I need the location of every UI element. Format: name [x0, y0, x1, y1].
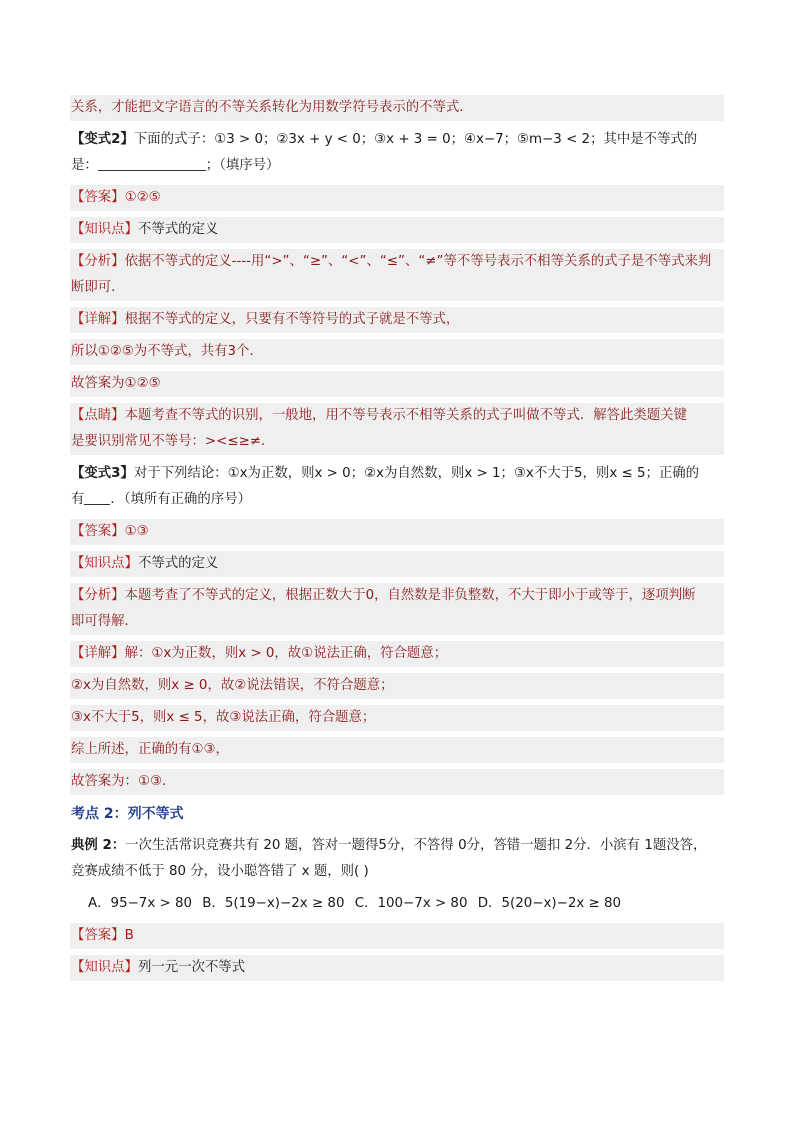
variant-2-question-cont: 是： ；（填序号） [71, 158, 280, 173]
variant-2-question [70, 127, 724, 153]
knowledge-point-line: 【知识点】不等式的定义 [70, 217, 724, 243]
remark-line-cont: 是要识别常见不等号：><≤≥≠. [70, 429, 724, 455]
knowledge-point-line: 【知识点】不等式的定义 [70, 551, 724, 577]
analysis-line-cont: 断即可． [70, 275, 724, 301]
detail-line: 综上所述，正确的有①③， [70, 737, 724, 763]
analysis-line-cont: 即可得解． [70, 609, 724, 635]
option-c: C．100−7x > 80 [354, 896, 468, 911]
detail-line: 【详解】解：①x为正数，则x > 0，故①说法正确，符合题意； [70, 641, 724, 667]
text-line: 关系，才能把文字语言的不等关系转化为用数学符号表示的不等式． [70, 95, 724, 121]
variant-3-question [70, 461, 724, 487]
detail-line: 所以①②⑤为不等式，共有3个． [70, 339, 724, 365]
knowledge-point-line: 【知识点】列一元一次不等式 [70, 955, 724, 981]
detail-line: 【详解】根据不等式的定义，只要有不等符号的式子就是不等式， [70, 307, 724, 333]
detail-line: 故答案为：①③． [70, 769, 724, 795]
example-2-question [70, 833, 724, 859]
question-text: 下面的式子：①3 > 0；②3x + y < 0；③x + 3 = 0；④x−7；⑤m−3 < 2；其中是不等式的 [133, 132, 698, 147]
option-d: D．5(20−x)−2x ≥ 80 [477, 896, 622, 911]
variant-tag: 【变式2】 [71, 132, 134, 147]
options-row [70, 891, 724, 917]
option-b: B．5(19−x)−2x ≥ 80 [202, 896, 345, 911]
analysis-line: 【分析】本题考查了不等式的定义，根据正数大于0，自然数是非负整数，不大于即小于或等于，逐项判断 [70, 583, 724, 609]
example-2-question-cont: 竞赛成绩不低于 80 分，设小聪答错了 x 题，则( ) [71, 864, 369, 879]
option-a: A．95−7x > 80 [88, 896, 193, 911]
variant-tag: 【变式3】 [71, 466, 134, 481]
answer-line: 【答案】B [70, 923, 724, 949]
detail-line: ②x为自然数，则x ≥ 0，故②说法错误，不符合题意； [70, 673, 724, 699]
document-page [70, 95, 724, 987]
question-text: 一次生活常识竞赛共有 20 题，答对一题得5分，不答得 0分，答错一题扣 2分．小滨有 1题没答， [125, 838, 707, 853]
answer-line: 【答案】①③ [70, 519, 724, 545]
answer-blank [84, 490, 110, 505]
example-tag: 典例 2： [71, 838, 126, 853]
answer-line: 【答案】①②⑤ [70, 185, 724, 211]
answer-blank [98, 156, 206, 171]
detail-line: 故答案为①②⑤ [70, 371, 724, 397]
analysis-line: 【分析】依据不等式的定义----用“>”、“≥”、“<”、“≤”、“≠”等不等号表示不相等关系的式子是不等式来判 [70, 249, 724, 275]
question-text: 对于下列结论：①x为正数，则x > 0；②x为自然数，则x > 1；③x不大于5，则x ≤ 5；正确的 [133, 466, 700, 481]
detail-line: ③x不大于5，则x ≤ 5，故③说法正确，符合题意； [70, 705, 724, 731]
section-heading: 考点 2：列不等式 [71, 806, 184, 822]
remark-line: 【点睛】本题考查不等式的识别，一般地，用不等号表示不相等关系的式子叫做不等式．解答此类题关键 [70, 403, 724, 429]
variant-3-question-cont: 有 ．（填所有正确的序号） [71, 492, 251, 507]
